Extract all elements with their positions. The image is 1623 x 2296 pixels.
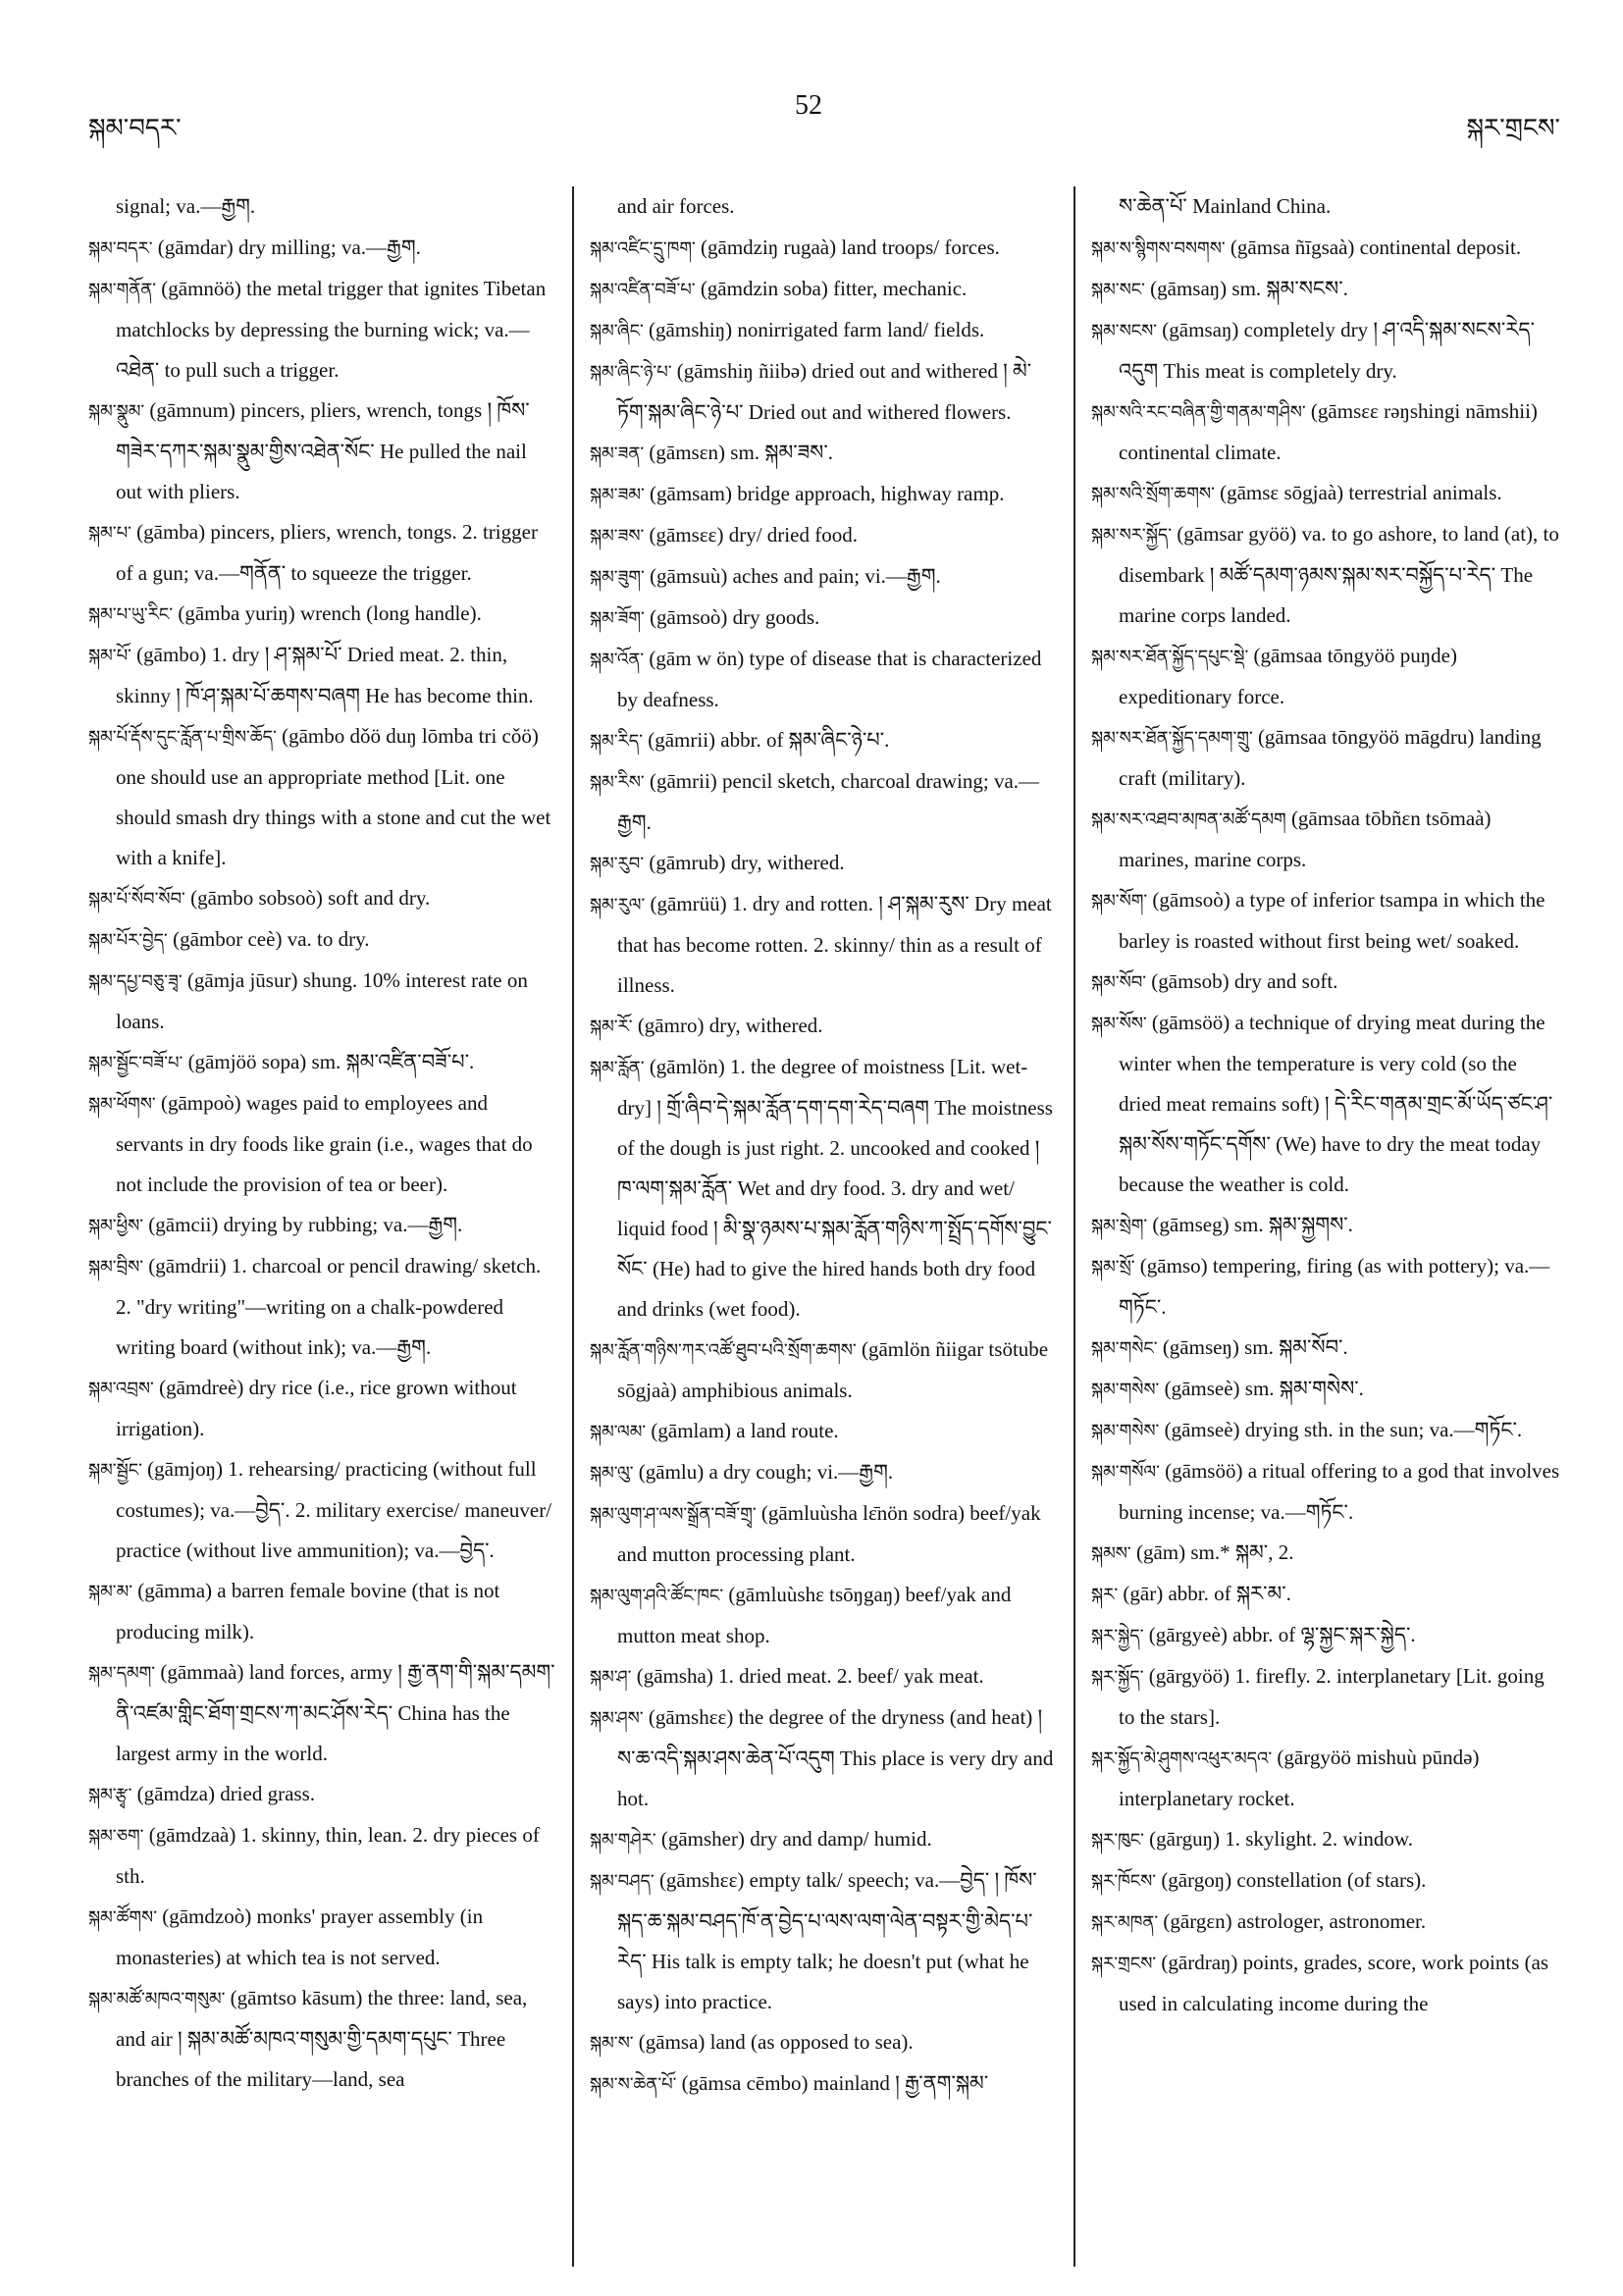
dictionary-entry <box>1091 962 1560 1003</box>
dictionary-entry <box>88 961 557 1042</box>
headword: སྐམ་སོག་ <box>1091 891 1148 912</box>
definition: (gāmso) tempering, firing (as with pottery); va.—གཏོང་. <box>1119 1254 1550 1319</box>
definition: (gāmma) a barren female bovine (that is not producing milk). <box>116 1579 500 1644</box>
definition: (gāmja jūsur) shung. 10% interest rate on loans. <box>116 968 528 1033</box>
definition: (gāmbo dǒö duŋ lōmba tri cǒö) one should use an appropriate method [Lit. one should smash dry things with a stone and cut the wet with a knife]. <box>116 724 551 869</box>
definition: (gāmlön ñiigar tsötube sōgjaà) amphibious animals. <box>617 1337 1049 1402</box>
definition: signal; va.—རྒྱག. <box>116 194 256 218</box>
definition: (gārgɛn) astrologer, astronomer. <box>1158 1909 1427 1933</box>
dictionary-entry <box>590 1006 1059 1047</box>
dictionary-entry <box>1091 310 1560 391</box>
dictionary-entry <box>88 186 557 228</box>
headword: སྐམ་པོ་ <box>88 646 131 666</box>
definition: (gārgyöö mishuù pūndə) interplanetary rocket. <box>1119 1746 1480 1810</box>
dictionary-entry <box>590 598 1059 639</box>
definition: (gāmro) dry, withered. <box>632 1014 823 1037</box>
definition: (gāmshɛɛ) the degree of the dryness (and heat) ། ས་ཆ་འདི་སྐམ་ཤས་ཆེན་པོ་འདུག This place is very dry and hot. <box>617 1705 1054 1810</box>
dictionary-entry <box>590 310 1059 351</box>
headword: སྐམ་ལུ་ <box>590 1463 634 1484</box>
definition: (gāmdar) dry milling; va.—རྒྱག. <box>152 235 421 259</box>
definition: (gāmcii) drying by rubbing; va.—རྒྱག. <box>143 1213 463 1236</box>
headword: སྐམ་རློན་ <box>590 1058 645 1078</box>
headword: སྐམ་ཟོག་ <box>590 608 645 629</box>
dictionary-entry <box>590 1860 1059 2022</box>
definition: (gāmshɛɛ) empty talk/ speech; va.—བྱེད་ ། ཁོས་སྐད་ཆ་སྐམ་བཤད་ཁོ་ན་བྱེད་པ་ལས་ལག་ལེན་བསྟར་གྱི་མེད་པ་རེད་ His talk is empty talk; he doesn't put (what he says) into practice. <box>617 1868 1037 2013</box>
definition: (gāmnöö) the metal trigger that ignites Tibetan matchlocks by depressing the burning wick; va.—འཐེན་ to pull such a trigger. <box>116 277 547 382</box>
dictionary-entry <box>590 1452 1059 1493</box>
dictionary-entry <box>590 515 1059 556</box>
definition: and air forces. <box>617 194 735 218</box>
headword: སྐམ་ཞིང་ཉེ་པ་ <box>590 362 672 383</box>
dictionary-entry <box>590 1330 1059 1411</box>
headword: སྐམ་གསོལ་ <box>1091 1462 1160 1483</box>
definition: (gāmsa) land (as opposed to sea). <box>633 2030 914 2054</box>
dictionary-entry <box>1091 880 1560 962</box>
headword: སྐམ་ས་སྙིགས་བསགས་ <box>1091 238 1226 259</box>
dictionary-entry <box>88 878 557 919</box>
dictionary-entry <box>1091 1656 1560 1738</box>
definition: (gāmluùshɛ tsōŋgaŋ) beef/yak and mutton meat shop. <box>617 1583 1012 1647</box>
definition: (gārguŋ) 1. skylight. 2. window. <box>1143 1827 1413 1851</box>
headword: སྐམ་རློན་གཉིས་ཀར་འཚོ་ཐུབ་པའི་སྲོག་ཆགས་ <box>590 1340 857 1361</box>
headword: སྐམ་ཤས་ <box>590 1708 644 1729</box>
definition: (gāmbo sobsoò) soft and dry. <box>184 886 431 910</box>
headword: སྐམ་དམག་ <box>88 1663 156 1684</box>
headword: སྐམ་འབྲས་ <box>88 1379 154 1399</box>
dictionary-entry <box>88 1042 557 1083</box>
dictionary-entry <box>1091 186 1560 228</box>
headword: སྐམ་རིས་ <box>590 772 645 793</box>
dictionary-entry <box>1091 636 1560 717</box>
dictionary-entry <box>1091 1533 1560 1574</box>
headword: སྐམ་བྲིས་ <box>88 1257 144 1278</box>
dictionary-entry <box>88 1449 557 1571</box>
definition: (gāmrii) abbr. of སྐམ་ཞིང་ཉེ་པ་. <box>642 728 890 752</box>
dictionary-entry <box>1091 1369 1560 1410</box>
headword: སྐམ་པ་ཡུ་རིང་ <box>88 604 174 625</box>
dictionary-entry <box>1091 1205 1560 1246</box>
dictionary-entry <box>88 1897 557 1978</box>
headword: སྐམ་གསེས་ <box>1091 1380 1160 1400</box>
definition: (gāmsha) 1. dried meat. 2. beef/ yak meat. <box>631 1664 984 1688</box>
dictionary-entry <box>1091 1246 1560 1328</box>
headword: སྐམ་སའི་རང་བཞིན་གྱི་གནམ་གཤིས་ <box>1091 402 1306 423</box>
headword: སྐམ་འོན་ <box>590 650 645 670</box>
headword: སྐར་མཁན་ <box>1091 1912 1159 1933</box>
headword: སྐམ་སོས་ <box>1091 1014 1147 1034</box>
dictionary-entry <box>590 1697 1059 1819</box>
headword: སྐམ་སར་འཐབ་མཁན་མཚོ་དམག <box>1091 809 1286 830</box>
definition: (gāmjoŋ) 1. rehearsing/ practicing (without full costumes); va.—བྱེད་. 2. military exercise/ maneuver/ practice (without live ammunition); va.—བྱེད་. <box>116 1457 552 1562</box>
headword: སྐམ་ཅག་ <box>88 1826 144 1847</box>
dictionary-entry <box>1091 1574 1560 1615</box>
dictionary-entry <box>1091 1819 1560 1860</box>
definition: (gāmdzin soba) fitter, mechanic. <box>695 277 968 300</box>
definition: (gāmsam) bridge approach, highway ramp. <box>644 482 1005 505</box>
headword: སྐམ་སྦྱོང་ <box>88 1460 142 1481</box>
column-3 <box>1091 186 1560 2267</box>
headword: སྐམ་རྩྭ་ <box>88 1785 132 1805</box>
headword: སྐམ་རུལ་ <box>590 895 646 915</box>
headword: སྐམ་སར་ཐོན་སྐྱོད་དཔུང་སྡེ་ <box>1091 647 1249 667</box>
page-number: 52 <box>795 90 822 121</box>
headword: སྐམས་ <box>1091 1543 1131 1564</box>
headword: སྐམ་ཟས་ <box>590 526 645 547</box>
definition: (gāmba) pincers, pliers, wrench, tongs. 2. trigger of a gun; va.—གནོན་ to squeeze the trigger. <box>116 520 538 585</box>
running-head-left: སྐམ་བདར་ <box>88 114 182 143</box>
headword: སྐམ་གནོན་ <box>88 280 157 300</box>
definition: (gāmsoò) dry goods. <box>644 605 820 629</box>
definition: (gāmshiŋ) nonirrigated farm land/ fields. <box>643 318 985 341</box>
headword: སྐམ་ཤ་ <box>590 1667 632 1688</box>
definition: ས་ཆེན་པོ་ Mainland China. <box>1119 194 1332 218</box>
dictionary-entry <box>590 269 1059 310</box>
definition: (gāmpoò) wages paid to employees and servants in dry foods like grain (i.e., wages that do not include the provision of tea or beer). <box>116 1091 533 1196</box>
definition: (gāmrüü) 1. dry and rotten. ། ཤ་སྐམ་རུས་ Dry meat that has become rotten. 2. skinny/ thin as a result of illness. <box>617 892 1052 997</box>
dictionary-entry <box>590 1047 1059 1330</box>
dictionary-entry <box>590 556 1059 598</box>
definition: (gāmdreè) dry rice (i.e., rice grown without irrigation). <box>116 1376 517 1440</box>
dictionary-entry <box>88 635 557 716</box>
headword: སྐར་ <box>1091 1585 1119 1605</box>
dictionary-entry <box>1091 1943 1560 2024</box>
headword: སྐམ་ཞིང་ <box>590 321 644 341</box>
definition: (gāmlu) a dry cough; vi.—རྒྱག. <box>633 1460 894 1484</box>
headword: སྐམ་སྦྱོང་བཟོ་པ་ <box>88 1053 183 1073</box>
headword: སྐམ་པོ་སོབ་སོབ་ <box>88 889 185 910</box>
definition: (gāmbo) 1. dry ། ཤ་སྐམ་པོ་ Dried meat. 2. thin, skinny ། ཁོ་ཤ་སྐམ་པོ་ཆགས་བཞག He has become thin. <box>116 643 534 707</box>
headword: སྐམ་སའི་སྲོག་ཆགས་ <box>1091 484 1215 504</box>
dictionary-entry <box>1091 228 1560 269</box>
definition: (gāmsɛɛ) dry/ dried food. <box>644 523 858 547</box>
definition: (gāmsher) dry and damp/ humid. <box>655 1827 932 1851</box>
headword: སྐར་སྐྱེད་ <box>1091 1626 1144 1646</box>
column-2 <box>590 186 1059 2267</box>
definition: (gāmdzaà) 1. skinny, thin, lean. 2. dry pieces of sth. <box>116 1823 540 1888</box>
headword: སྐམ་འཛིང་དྲུ་ཁག་ <box>590 238 696 259</box>
definition: (gāmbor ceè) va. to dry. <box>167 927 370 951</box>
definition: (gāmsaŋ) sm. སྐམ་སངས་. <box>1144 277 1348 300</box>
definition: (gāmsuù) aches and pain; vi.—རྒྱག. <box>644 564 941 588</box>
dictionary-entry <box>88 919 557 961</box>
dictionary-entry <box>88 1368 557 1449</box>
definition: (gāmdza) dried grass. <box>131 1782 315 1805</box>
definition: (gārgyeè) abbr. of ལྷ་སྐྱང་སྐར་སྐྱེད་. <box>1143 1623 1416 1646</box>
definition: (gāmsaa tōngyöö puŋde) expeditionary force. <box>1119 644 1457 708</box>
dictionary-entry <box>1091 514 1560 636</box>
dictionary-entry <box>1091 1902 1560 1943</box>
definition: (gāmseè) drying sth. in the sun; va.—གཏོང་. <box>1159 1418 1523 1441</box>
definition: (gāmseè) sm. སྐམ་གསེས་. <box>1159 1377 1364 1400</box>
headword: སྐམ་སང་ <box>1091 280 1145 300</box>
definition: (gāmba yuriŋ) wrench (long handle). <box>173 601 482 625</box>
definition: (gāmsɛ sōgjaà) terrestrial animals. <box>1214 481 1502 504</box>
definition: (gārdraŋ) points, grades, score, work points (as used in calculating income during the <box>1119 1951 1549 2015</box>
dictionary-entry <box>1091 1451 1560 1533</box>
dictionary-entry <box>590 761 1059 843</box>
definition: (gāmsar gyöö) va. to go ashore, to land (at), to disembark ། མཚོ་དམག་ཉམས་སྐམ་སར་བསྐྱོད་པ་རེད་ The marine corps landed. <box>1119 522 1559 627</box>
headword: སྐམ་མ་ <box>88 1582 132 1602</box>
dictionary-entry <box>590 884 1059 1006</box>
headword: སྐམ་རོ་ <box>590 1017 633 1037</box>
dictionary-entry <box>88 269 557 391</box>
headword: སྐར་སྐྱོད་ <box>1091 1667 1144 1688</box>
dictionary-entry <box>1091 391 1560 473</box>
definition: (gāmlön) 1. the degree of moistness [Lit. wet-dry] ། གྲོ་ཞིབ་དེ་སྐམ་རློན་དག་དག་རེད་བཞག The moistness of the dough is just right. 2. uncooked and cooked ། ཁ་ལག་སྐམ་རློན་ Wet and dry food. 3. dry and wet/ liquid food ། མི་སྣ་ཉམས་པ་སྐམ་རློན་གཉིས་ཀ་སྤྲོད་དགོས་བྱུང་སོང་ (He) had to give the hired hands both dry food and drinks (wet food). <box>617 1055 1053 1321</box>
definition: (gāmsaŋ) completely dry ། ཤ་འདི་སྐམ་སངས་རེད་འདུག This meat is completely dry. <box>1119 318 1535 383</box>
definition: (gāmseg) sm. སྐམ་སྐྱགས་. <box>1147 1213 1353 1236</box>
definition: (gāmsöö) a ritual offering to a god that involves burning incense; va.—གཏོང་. <box>1119 1459 1560 1524</box>
definition: (gām) sm.* སྐམ་, 2. <box>1130 1540 1294 1564</box>
definition: (gāmnum) pincers, pliers, wrench, tongs ། ཁོས་གཟེར་དཀར་སྐམ་སྣུམ་གྱིས་འཐེན་སོང་ He pulled the nail out with pliers. <box>116 398 530 503</box>
headword: སྐམ་ཟུག་ <box>590 567 645 588</box>
headword: སྐམ་ཟམ་ <box>590 485 645 505</box>
definition: (gāmjöö sopa) sm. སྐམ་འཛིན་བཟོ་པ་. <box>183 1050 475 1073</box>
headword: སྐམ་ལམ་ <box>590 1422 647 1442</box>
dictionary-entry <box>88 716 557 878</box>
dictionary-entry <box>88 1978 557 2100</box>
definition: (gām w ön) type of disease that is characterized by deafness. <box>617 647 1042 711</box>
definition: (gāmsɛn) sm. སྐམ་ཟས་. <box>644 441 834 464</box>
dictionary-entry <box>88 1083 557 1205</box>
definition: (gāmsaa tōngyöö māgdru) landing craft (military). <box>1119 725 1542 790</box>
headword: སྐམ་པ་ <box>88 523 131 544</box>
headword: སྐམ་སོབ་ <box>1091 972 1147 993</box>
definition: (gāmdrii) 1. charcoal or pencil drawing/ sketch. 2. "dry writing"—writing on a chalk-powdered writing board (without ink); va.—རྒྱག. <box>116 1254 542 1359</box>
dictionary-entry <box>590 639 1059 720</box>
running-head-right: སྐར་གྲངས་ <box>1466 114 1560 143</box>
definition: (gāmseŋ) sm. སྐམ་སོབ་. <box>1157 1335 1348 1359</box>
headword: སྐམ་ཕོགས་ <box>88 1094 156 1115</box>
dictionary-entry <box>1091 1860 1560 1902</box>
definition: (gāmsob) dry and soft. <box>1146 969 1338 993</box>
headword: སྐམ་གཤེར་ <box>590 1830 656 1851</box>
definition: (gāmsöö) a technique of drying meat during the winter when the temperature is very cold (so the dried meat remains soft) ། དེ་རིང་གནམ་གྲང་མོ་ཡོད་ཙང་ཤ་སྐམ་སོས་གཏོང་དགོས་ (We) have to dry the meat today because the weather is cold. <box>1119 1011 1553 1196</box>
definition: (gāmdzoò) monks' prayer assembly (in monasteries) at which tea is not served. <box>116 1905 484 1969</box>
headword: སྐམ་ཟན་ <box>590 444 645 464</box>
dictionary-entry <box>590 1411 1059 1452</box>
headword: སྐམ་ཚོགས་ <box>88 1907 157 1928</box>
dictionary-columns <box>88 186 1560 2267</box>
headword: སྐམ་པོར་བྱེད་ <box>88 930 168 951</box>
dictionary-entry <box>590 843 1059 884</box>
headword: སྐམ་རུབ་ <box>590 854 645 874</box>
definition: (gāmrub) dry, withered. <box>644 851 845 874</box>
column-divider <box>1073 186 1075 2267</box>
dictionary-entry <box>88 1205 557 1246</box>
dictionary-entry <box>1091 1328 1560 1369</box>
headword: སྐམ་སར་སྐྱོད་ <box>1091 525 1173 546</box>
headword: སྐམ་པོ་རྡོས་དུང་རློན་པ་གྲིས་ཆོད་ <box>88 727 277 748</box>
definition: (gārgoŋ) constellation (of stars). <box>1156 1868 1427 1892</box>
headword: སྐམ་ས་ཆེན་པོ་ <box>590 2074 677 2095</box>
headword: སྐམ་དཔྱ་བཅུ་ཟྭ་ <box>88 971 183 992</box>
dictionary-entry <box>88 1652 557 1774</box>
headword: སྐམ་རིད་ <box>590 731 643 752</box>
definition: (gāmlam) a land route. <box>646 1419 839 1442</box>
dictionary-entry <box>590 1493 1059 1575</box>
dictionary-entry <box>590 351 1059 433</box>
dictionary-entry <box>590 474 1059 515</box>
definition: (gāmluùsha lɛ̄nön sodra) beef/yak and mutton processing plant. <box>617 1501 1041 1566</box>
dictionary-entry <box>88 1571 557 1652</box>
headword: སྐམ་སར་ཐོན་སྐྱོད་དམག་གྲུ་ <box>1091 728 1253 749</box>
headword: སྐམ་བདར་ <box>88 238 153 259</box>
dictionary-entry <box>88 228 557 269</box>
definition: (gāmsoò) a type of inferior tsampa in which the barley is roasted without first being wet/ soaked. <box>1119 888 1545 953</box>
dictionary-entry <box>590 2063 1059 2105</box>
definition: (gāmshiŋ ñiibə) dried out and withered ། མེ་ཏོག་སྐམ་ཞིང་ཉེ་པ་ Dried out and withered flowers. <box>617 359 1032 424</box>
column-1 <box>88 186 557 2267</box>
headword: སྐམ་སྣུམ་ <box>88 401 145 422</box>
dictionary-entry <box>590 720 1059 761</box>
definition: (gār) abbr. of སྐར་མ་. <box>1118 1582 1291 1605</box>
definition: (gāmtso kāsum) the three: land, sea, and air ། སྐམ་མཚོ་མཁའ་གསུམ་གྱི་དམག་དཔུང་ Three branches of the military—land, sea <box>116 1986 528 2091</box>
dictionary-entry <box>1091 269 1560 310</box>
headword: སྐམ་ལུག་ཤ་ལས་སྒྲོན་བཟོ་གྲྭ་ <box>590 1504 757 1525</box>
definition: (gāmmaà) land forces, army ། རྒྱ་ནག་གི་སྐམ་དམག་ནི་འཛམ་གླིང་ཐོག་གྲངས་ཀ་མང་ཤོས་རེད་ China has the largest army in the world. <box>116 1660 555 1765</box>
dictionary-entry <box>88 1246 557 1368</box>
headword: སྐམ་གསེང་ <box>1091 1338 1158 1359</box>
definition: (gāmsa cēmbo) mainland ། རྒྱ་ནག་སྐམ་ <box>676 2071 989 2095</box>
dictionary-entry <box>88 512 557 594</box>
headword: སྐམ་སངས་ <box>1091 321 1158 341</box>
headword: སྐར་ཁོངས་ <box>1091 1871 1157 1892</box>
definition: (gāmsɛɛ rəŋshingi nāmshii) continental climate. <box>1119 399 1538 464</box>
dictionary-entry <box>590 2022 1059 2063</box>
headword: སྐམ་སྲེག་ <box>1091 1216 1148 1236</box>
headword: སྐམ་སྲོ་ <box>1091 1257 1135 1278</box>
dictionary-entry <box>590 433 1059 474</box>
definition: (gāmsaa tōbñɛn tsōmaà) marines, marine corps. <box>1119 807 1492 871</box>
dictionary-entry <box>88 1815 557 1897</box>
dictionary-entry <box>1091 1738 1560 1819</box>
headword: སྐམ་བཤད་ <box>590 1871 654 1892</box>
dictionary-entry <box>1091 717 1560 799</box>
headword: སྐམ་གསེས་ <box>1091 1421 1160 1441</box>
headword: སྐར་ཁུང་ <box>1091 1830 1144 1851</box>
dictionary-entry <box>1091 473 1560 514</box>
dictionary-entry <box>590 1819 1059 1860</box>
dictionary-entry <box>1091 1615 1560 1656</box>
dictionary-entry <box>88 1774 557 1815</box>
column-divider <box>572 186 574 2267</box>
dictionary-entry <box>590 186 1059 228</box>
dictionary-entry <box>1091 1410 1560 1451</box>
headword: སྐར་གྲངས་ <box>1091 1954 1157 1974</box>
definition: (gāmdziŋ rugaà) land troops/ forces. <box>695 235 1000 259</box>
dictionary-entry <box>590 1575 1059 1656</box>
definition: (gārgyöö) 1. firefly. 2. interplanetary [Lit. going to the stars]. <box>1119 1664 1544 1729</box>
dictionary-entry <box>1091 1003 1560 1205</box>
dictionary-entry <box>88 391 557 512</box>
headword: སྐར་སྐྱོད་མེ་ཤུགས་འཕུར་མདའ་ <box>1091 1748 1273 1769</box>
headword: སྐམ་མཚོ་མཁའ་གསུམ་ <box>88 1989 226 2009</box>
headword: སྐམ་འཛིན་བཟོ་པ་ <box>590 280 696 300</box>
dictionary-entry <box>1091 799 1560 880</box>
headword: སྐམ་ལུག་ཤའི་ཚོང་ཁང་ <box>590 1586 724 1606</box>
page-header <box>88 90 1560 143</box>
dictionary-entry <box>590 228 1059 269</box>
dictionary-entry <box>88 594 557 635</box>
headword: སྐམ་ཕྱིས་ <box>88 1216 144 1236</box>
definition: (gāmsa ñīgsaà) continental deposit. <box>1225 235 1522 259</box>
definition: (gāmrii) pencil sketch, charcoal drawing; va.—རྒྱག. <box>617 769 1040 834</box>
headword: སྐམ་ས་ <box>590 2033 634 2054</box>
dictionary-entry <box>590 1656 1059 1697</box>
